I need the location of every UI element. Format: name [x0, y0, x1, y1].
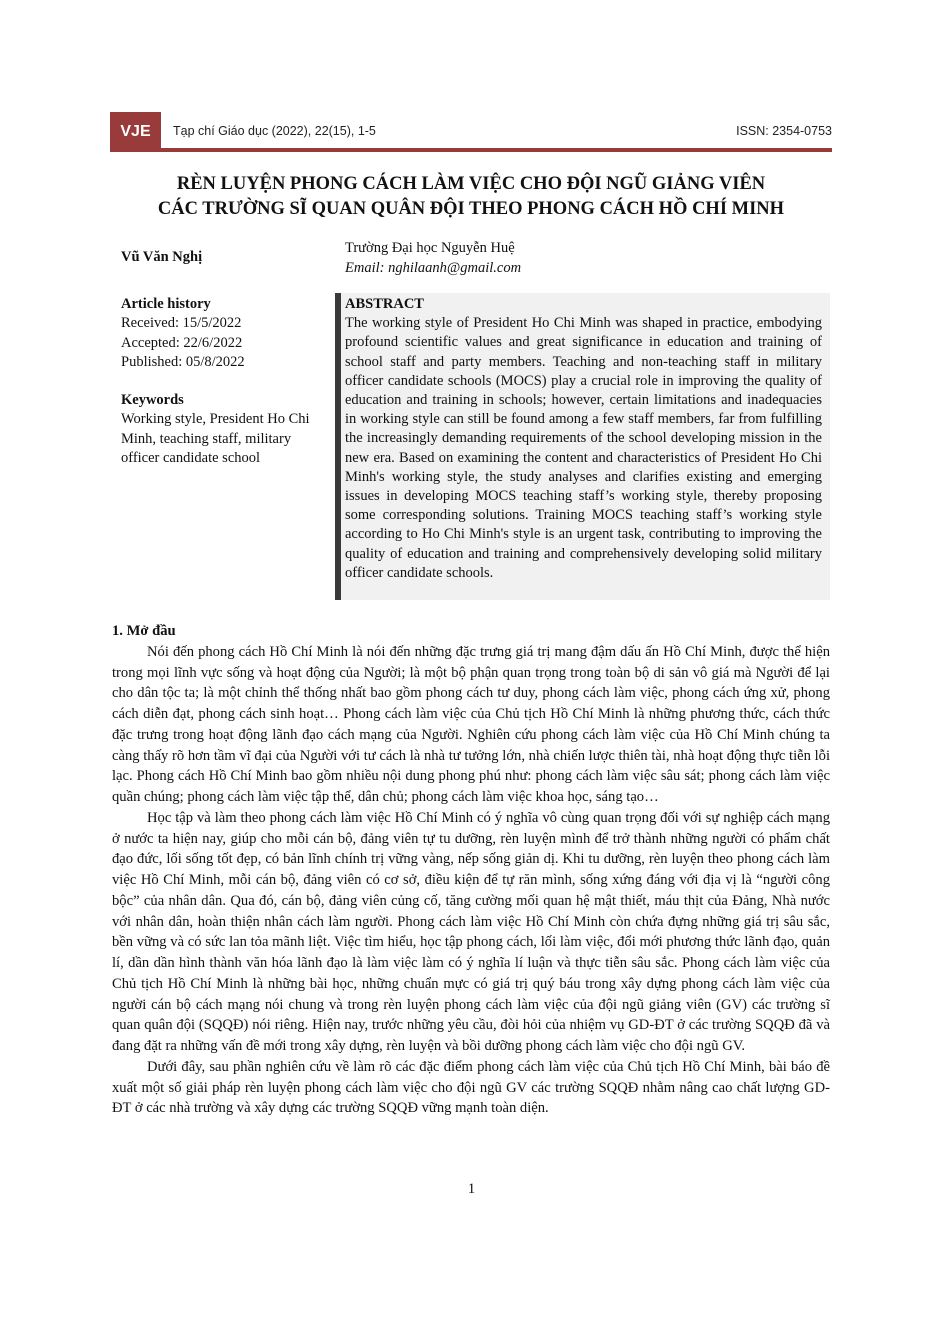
keywords-heading: Keywords: [121, 392, 184, 409]
accepted-date: Accepted: 22/6/2022: [121, 334, 243, 351]
header-rule: [110, 148, 832, 152]
section-introduction: [112, 621, 830, 1119]
journal-logo: VJE: [110, 112, 161, 152]
title-line-1: RÈN LUYỆN PHONG CÁCH LÀM VIỆC CHO ĐỘI NGŨ GIẢNG VIÊN: [176, 174, 766, 194]
author-affiliation-block: [345, 238, 521, 278]
abstract-text: The working style of President Ho Chi Minh was shaped in practice, embodying profound scientific values and great significance in education and training of school staff and party members. Teaching and non-teaching staff in military officer candidate schools (MOCS) play a crucial role in improving the quality of education and training in schools; however, certain limitations and inadequacies in working style can still be found among a few staff members, far from fulfilling the increasingly demanding requirements of the school developing mission in the new era. Based on examining the content and characteristics of President Ho Chi Minh's working style, the study analyses and clarifies existing and emerging issues in developing MOCS teaching staff’s working style, thereby proposing some corresponding solutions. Training MOCS teaching staff’s working style according to Ho Chi Minh's style is an urgent task, contributing to improving the quality of education and training and comprehensively developing solid military officer candidate schools.: [345, 315, 822, 581]
issn: ISSN: 2354-0753: [736, 124, 832, 138]
journal-citation: Tạp chí Giáo dục (2022), 22(15), 1-5: [173, 124, 376, 138]
abstract-heading: ABSTRACT: [345, 296, 424, 312]
keywords-text: Working style, President Ho Chi Minh, teaching staff, military officer candidate school: [121, 411, 310, 467]
title-line-2: CÁC TRƯỜNG SĨ QUAN QUÂN ĐỘI THEO PHONG CÁCH HỒ CHÍ MINH: [157, 199, 785, 219]
received-date: Received: 15/5/2022: [121, 315, 242, 332]
affiliation: Trường Đại học Nguyễn Huệ: [345, 240, 515, 256]
paragraph: Nói đến phong cách Hồ Chí Minh là nói đến những đặc trưng giá trị mang đậm dấu ấn Hồ Chí Minh, được thể hiện trong mọi lĩnh vực sống và hoạt động của Người; là một bộ phận quan trọng trong toàn bộ di sản vô giá mà Người để lại cho dân tộc ta; là một chỉnh thể thống nhất bao gồm phong cách tư duy, phong cách làm việc, phong cách ứng xử, phong cách diễn đạt, phong cách sinh hoạt… Phong cách làm việc của Chủ tịch Hồ Chí Minh là những phương thức, cách thức đặc trưng trong hoạt động lãnh đạo cách mạng của Người. Nghiên cứu phong cách làm việc của Hồ Chí Minh chúng ta càng thấy rõ hơn tầm vĩ đại của Người với tư cách là nhà tư tưởng lớn, nhà chiến lược thiên tài, nhà hoạt động thực tiễn lỗi lạc. Phong cách Hồ Chí Minh bao gồm nhiều nội dung phong phú như: phong cách làm việc sâu sát; phong cách làm việc quần chúng; phong cách làm việc tập thể, dân chủ; phong cách làm việc khoa học, sáng tạo…: [112, 643, 830, 805]
article-history-heading: Article history: [121, 296, 211, 312]
published-date: Published: 05/8/2022: [121, 353, 245, 370]
page-number: 1: [467, 1181, 476, 1197]
article-title: [110, 172, 832, 222]
author-email: Email: nghilaanh@gmail.com: [345, 260, 522, 276]
paragraph: Học tập và làm theo phong cách làm việc Hồ Chí Minh có ý nghĩa vô cùng quan trọng đối với sự nghiệp cách mạng ở nước ta hiện nay, giúp cho mỗi cán bộ, đảng viên tự tu dưỡng, rèn luyện mình để trở thành những người có phẩm chất đạo đức, lối sống tốt đẹp, có bản lĩnh chính trị vững vàng, nếp sống giản dị. Khi tu dưỡng, rèn luyện theo phong cách làm việc Hồ Chí Minh, mỗi cán bộ, đảng viên có cơ sở, điều kiện để tự răn mình, sống xứng đáng với địa vị là “người công bộc” của nhân dân. Qua đó, cán bộ, đảng viên củng cố, tăng cường mối quan hệ mật thiết, máu thịt của Đảng, Nhà nước với nhân dân, hoàn thiện nhân cách làm người. Phong cách làm việc Hồ Chí Minh còn chứa đựng những giá trị sâu sắc, bền vững và có sức lan tỏa mãnh liệt. Việc tìm hiểu, học tập phong cách, lối làm việc, đổi mới phương thức lãnh đạo, quản lí, dần dần hình thành văn hóa lãnh đạo là làm việc làm có ý nghĩa lí luận và thực tiễn sâu sắc. Phong cách làm việc của Chủ tịch Hồ Chí Minh là những bài học, những chuẩn mực có giá trị quý báu trong xây dựng phong cách làm việc của người cán bộ cách mạng nói chung và trong rèn luyện phong cách làm việc của đội ngũ giảng viên (GV) các trường sĩ quan quân đội (SQQĐ) nói riêng. Hiện nay, trước những yêu cầu, đòi hỏi của nhiệm vụ GD-ĐT ở các trường SQQĐ đã và đang đặt ra những vấn đề mới trong xây dựng, rèn luyện và bồi dưỡng phong cách làm việc cho đội ngũ GV.: [112, 809, 830, 1054]
article-info: [121, 295, 311, 468]
author-name: Vũ Văn Nghị: [121, 249, 203, 265]
journal-header: [110, 112, 832, 152]
abstract-box: [335, 293, 830, 600]
paragraph: Dưới đây, sau phần nghiên cứu về làm rõ các đặc điểm phong cách làm việc của Chủ tịch Hồ Chí Minh, bài báo đề xuất một số giải pháp rèn luyện phong cách làm việc cho đội ngũ GV các trường SQQĐ nhằm nâng cao chất lượng GD-ĐT ở các nhà trường và xây dựng các trường SQQĐ vững mạnh toàn diện.: [112, 1058, 830, 1117]
section-heading: 1. Mở đầu: [112, 623, 176, 639]
